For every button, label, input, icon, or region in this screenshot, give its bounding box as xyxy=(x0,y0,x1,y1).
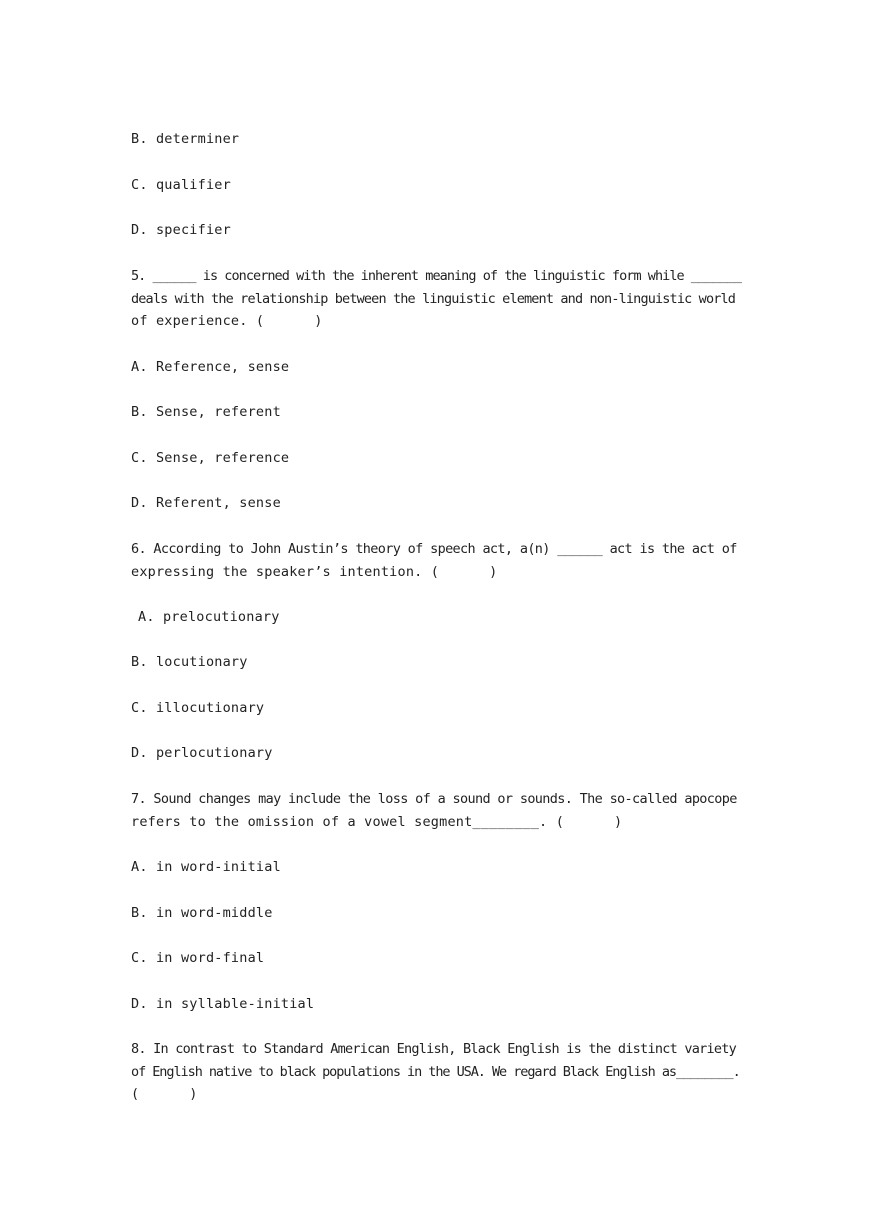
q8-stem-line-3: ( ) xyxy=(131,1086,198,1102)
q4-option-b: B. determiner xyxy=(131,131,240,147)
q5-stem-line-3: of experience. ( ) xyxy=(131,313,323,329)
q6-option-d: D. perlocutionary xyxy=(131,745,273,761)
q5-option-d: D. Referent, sense xyxy=(131,495,281,511)
q5-stem-line-1: 5. ______ is concerned with the inherent meaning of the linguistic form while _______ xyxy=(131,268,742,284)
q4-option-d: D. specifier xyxy=(131,222,231,238)
q5-option-b: B. Sense, referent xyxy=(131,404,281,420)
q6-stem-line-2: expressing the speaker’s intention. ( ) xyxy=(131,564,498,580)
q8-stem-line-1: 8. In contrast to Standard American English, Black English is the distinct variety xyxy=(131,1041,736,1057)
q7-option-c: C. in word-final xyxy=(131,950,265,966)
q8-stem-line-2: of English native to black populations in the USA. We regard Black English as________. xyxy=(131,1064,740,1080)
q5-option-a: A. Reference, sense xyxy=(131,359,290,375)
q5-stem-line-2: deals with the relationship between the linguistic element and non-linguistic world xyxy=(131,291,736,307)
q7-stem-line-2: refers to the omission of a vowel segment________. ( ) xyxy=(131,814,623,830)
q6-option-b: B. locutionary xyxy=(131,654,248,670)
q6-stem-line-1: 6. According to John Austin’s theory of speech act, a(n) ______ act is the act of xyxy=(131,541,737,557)
q6-option-a: A. prelocutionary xyxy=(138,609,280,625)
q5-option-c: C. Sense, reference xyxy=(131,450,290,466)
q4-option-c: C. qualifier xyxy=(131,177,231,193)
q7-stem-line-1: 7. Sound changes may include the loss of a sound or sounds. The so-called apocope xyxy=(131,791,737,807)
q7-option-b: B. in word-middle xyxy=(131,905,273,921)
q7-option-a: A. in word-initial xyxy=(131,859,281,875)
q6-option-c: C. illocutionary xyxy=(131,700,265,716)
q7-option-d: D. in syllable-initial xyxy=(131,996,315,1012)
